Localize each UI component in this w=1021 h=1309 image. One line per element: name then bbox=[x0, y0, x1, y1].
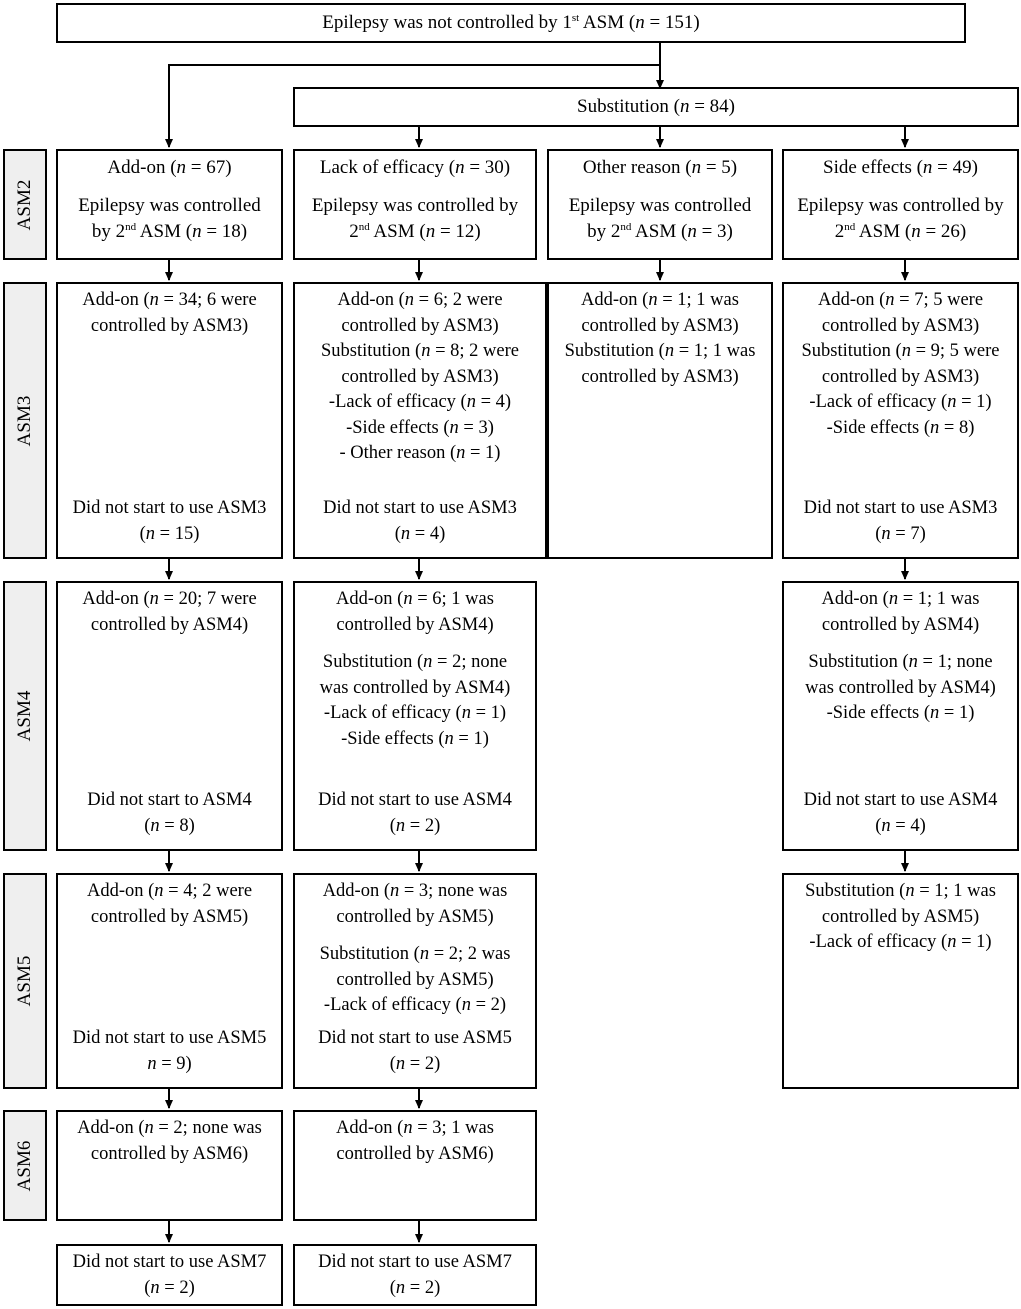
box-asm3-side-effects: Add-on (n = 7; 5 were controlled by ASM3) Substitution (n = 9; 5 were controlled by ASM3) -Lack of efficacy (n = 1) -Side effects (n = 8) Did not start to use ASM3 (n = 7) bbox=[782, 282, 1019, 559]
row-label-asm5: ASM5 bbox=[3, 873, 47, 1089]
row-label-asm6: ASM6 bbox=[3, 1110, 47, 1221]
box-asm2-lack-of-efficacy: Lack of efficacy (n = 30) Epilepsy was controlled by 2nd ASM (n = 12) bbox=[293, 149, 537, 260]
box-asm2-addon: Add-on (n = 67) Epilepsy was controlled by 2nd ASM (n = 18) bbox=[56, 149, 283, 260]
box-asm7-lack-did-not-start: Did not start to use ASM7 (n = 2) bbox=[293, 1244, 537, 1306]
box-asm6-lack-of-efficacy: Add-on (n = 3; 1 was controlled by ASM6) bbox=[293, 1110, 537, 1221]
box-asm2-other-reason: Other reason (n = 5) Epilepsy was controlled by 2nd ASM (n = 3) bbox=[547, 149, 773, 260]
box-asm5-side-effects: Substitution (n = 1; 1 was controlled by ASM5) -Lack of efficacy (n = 1) bbox=[782, 873, 1019, 1089]
box-asm6-addon: Add-on (n = 2; none was controlled by ASM6) bbox=[56, 1110, 283, 1221]
box-asm7-addon-did-not-start: Did not start to use ASM7 (n = 2) bbox=[56, 1244, 283, 1306]
box-asm3-addon: Add-on (n = 34; 6 were controlled by ASM3) Did not start to use ASM3 (n = 15) bbox=[56, 282, 283, 559]
box-asm5-addon: Add-on (n = 4; 2 were controlled by ASM5) Did not start to use ASM5 n = 9) bbox=[56, 873, 283, 1089]
box-asm4-addon: Add-on (n = 20; 7 were controlled by ASM4) Did not start to ASM4 (n = 8) bbox=[56, 581, 283, 851]
row-label-asm4: ASM4 bbox=[3, 581, 47, 851]
box-first-asm-not-controlled: Epilepsy was not controlled by 1st ASM (n = 151) bbox=[56, 3, 966, 43]
box-asm3-other-reason: Add-on (n = 1; 1 was controlled by ASM3) Substitution (n = 1; 1 was controlled by ASM3) bbox=[547, 282, 773, 559]
row-label-asm2: ASM2 bbox=[3, 149, 47, 260]
box-asm3-lack-of-efficacy: Add-on (n = 6; 2 were controlled by ASM3) Substitution (n = 8; 2 were controlled by ASM3) -Lack of efficacy (n = 4) -Side effects (n = 3) - Other reason (n = 1) Did not start to use ASM3 (n = 4) bbox=[293, 282, 547, 559]
box-asm2-side-effects: Side effects (n = 49) Epilepsy was controlled by 2nd ASM (n = 26) bbox=[782, 149, 1019, 260]
box-substitution: Substitution (n = 84) bbox=[293, 87, 1019, 127]
box-asm4-lack-of-efficacy: Add-on (n = 6; 1 was controlled by ASM4) Substitution (n = 2; none was controlled by ASM4) -Lack of efficacy (n = 1) -Side effects (n = 1) Did not start to use ASM4 (n = 2) bbox=[293, 581, 537, 851]
row-label-asm3: ASM3 bbox=[3, 282, 47, 559]
box-asm5-lack-of-efficacy: Add-on (n = 3; none was controlled by ASM5) Substitution (n = 2; 2 was controlled by ASM5) -Lack of efficacy (n = 2) Did not start to use ASM5 (n = 2) bbox=[293, 873, 537, 1089]
box-asm4-side-effects: Add-on (n = 1; 1 was controlled by ASM4) Substitution (n = 1; none was controlled by ASM4) -Side effects (n = 1) Did not start to use ASM4 (n = 4) bbox=[782, 581, 1019, 851]
